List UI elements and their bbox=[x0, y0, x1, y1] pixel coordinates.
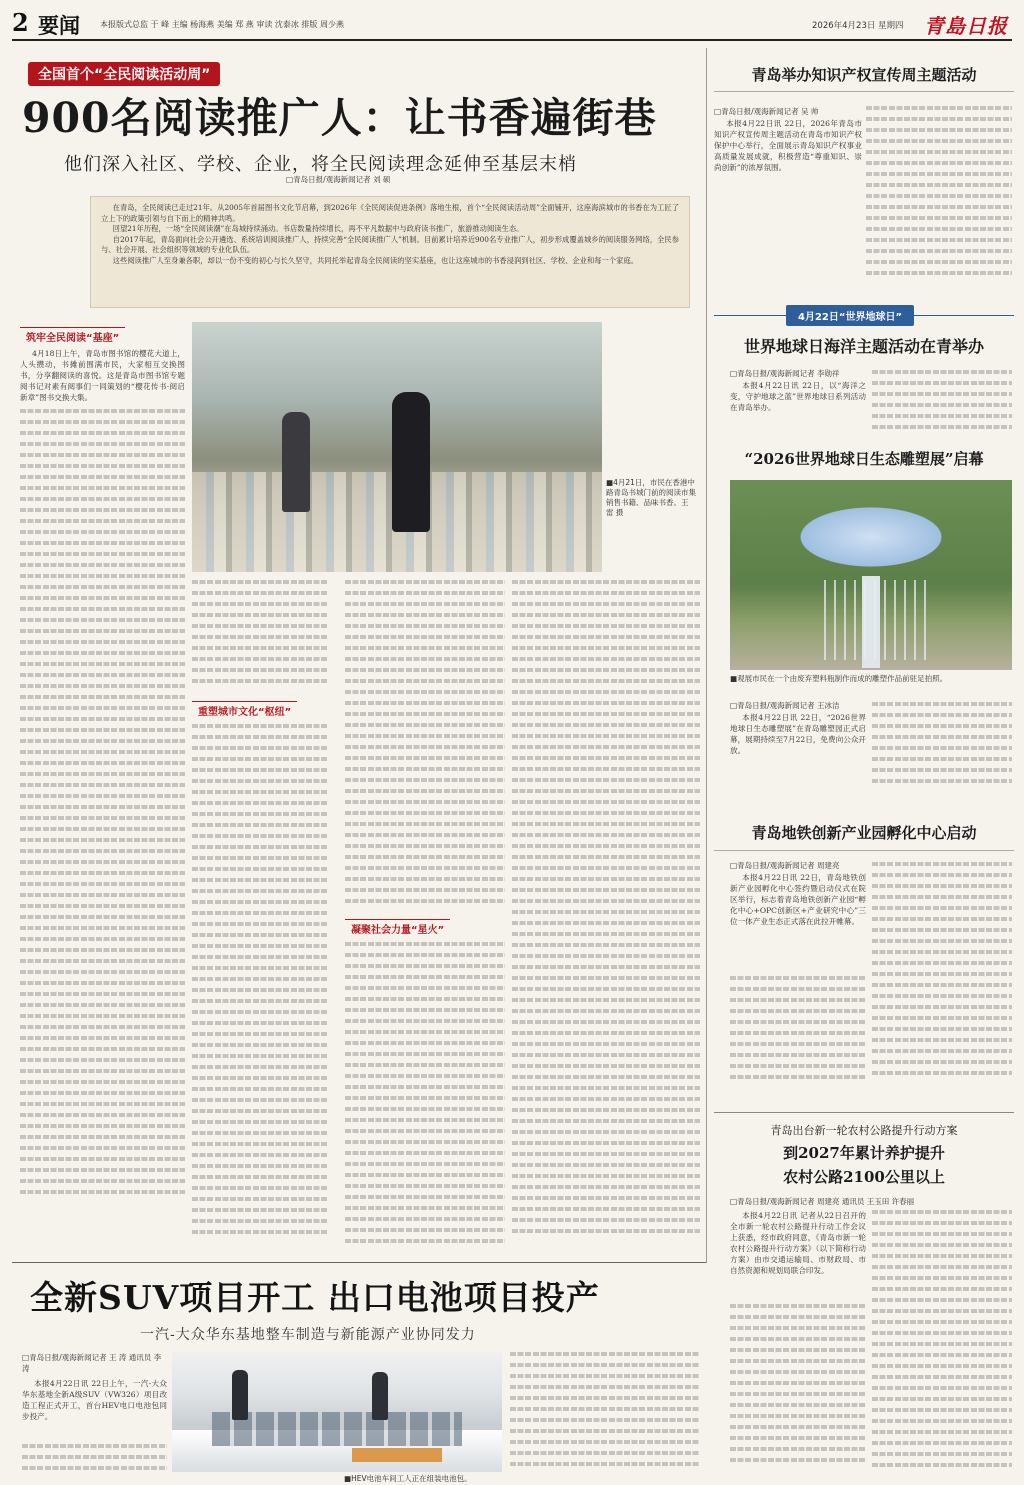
body-text-placeholder bbox=[872, 1210, 1012, 1474]
intro-paragraph: 这些阅读推广人至身兼各职，却以一份不变的初心与长久坚守，共同托举起青岛全民阅读的坚实基座，也让这座城市的书香浸润到社区、学校、企业和每一个家庭。 bbox=[112, 255, 639, 265]
feature-kicker: 全国首个“全民阅读活动周” bbox=[28, 62, 220, 86]
intro-paragraph: 自2017年起，青岛面向社会公开遴选、系统培训阅读推广人，持续完善“全民阅读推广人”机制。目前累计培养近900名专业推广人，初步形成覆盖城乡的阅读服务网络，全民参与、社会开展、社会组织等领域的专业化队伍。 bbox=[101, 234, 679, 255]
earth-day-tag-area bbox=[714, 305, 1014, 327]
subhead-label: 重塑城市文化“枢纽” bbox=[192, 701, 297, 716]
masthead bbox=[12, 10, 1012, 40]
intro-paragraph: 回望21年历程，一场“全民阅读潮”在岛城持续涌动。书店数量持续增长，再不平凡数据中与政府读书推广，旅游推动阅读生态。 bbox=[112, 224, 524, 234]
body-text-placeholder bbox=[866, 106, 1012, 296]
issue-date: 2026年4月23日 星期四 bbox=[812, 21, 904, 31]
suv-headline: 全新SUV项目开工 出口电池项目投产 bbox=[30, 1278, 600, 1317]
page-number: 2 bbox=[12, 10, 29, 37]
book-fair-caption: ■4月21日，市民在香港中路青岛书城门前的阅读市集销售书籍、品味书香。王 雷 摄 bbox=[606, 478, 696, 517]
ip-week-lead: 本报4月22日讯 22日，2026年青岛市知识产权宣传周主题活动在青岛市知识产权保护中心举行，全面展示青岛知识产权事业高质量发展成就，积极营造“尊重知识、崇尚创新”的浓厚氛围。 bbox=[714, 119, 862, 172]
divider bbox=[12, 1262, 706, 1263]
sculpture-caption: ■观展市民在一个由废弃塑料瓶制作而成的雕塑作品前驻足拍照。 bbox=[730, 674, 948, 683]
subhead-1 bbox=[20, 326, 190, 342]
top-rule bbox=[12, 39, 1012, 41]
feature-headline: 900名阅读推广人：让书香遍街巷 bbox=[22, 94, 657, 142]
body-text-placeholder bbox=[192, 724, 327, 1254]
feature-column-1 bbox=[20, 348, 185, 1250]
roads-kicker: 青岛出台新一轮农村公路提升行动方案 bbox=[770, 1124, 958, 1137]
editor-credits: 本报版式总监 于 峰 主编 杨海燕 美编 郑 燕 审读 沈泰冰 排版 周少燕 bbox=[100, 20, 344, 29]
body-text-placeholder bbox=[872, 862, 1012, 1096]
book-fair-photo bbox=[192, 322, 602, 572]
body-text-placeholder bbox=[730, 976, 866, 1096]
roads-byline: □青岛日报/观海新闻记者 周建亮 通讯员 王玉田 许春丽 bbox=[730, 1197, 915, 1206]
earth-day-lead-2: 本报4月22日讯 22日，“2026世界地球日生态雕塑展”在青岛雕塑园正式启幕，展期持续至7月22日，免费向公众开放。 bbox=[730, 713, 866, 755]
earth-day-headline-2: “2026世界地球日生态雕塑展”启幕 bbox=[744, 450, 984, 468]
feature-intro-box bbox=[90, 196, 690, 308]
metro-byline: □青岛日报/观海新闻记者 周建亮 bbox=[730, 861, 840, 870]
feature-byline: □青岛日报/观海新闻记者 刘 硕 bbox=[286, 175, 391, 184]
earth-day-headline-1: 世界地球日海洋主题活动在青举办 bbox=[743, 337, 984, 356]
roads-lead: 本报4月22日讯 记者从22日召开的全市新一轮农村公路提升行动工作会议上获悉，经市政府同意，《青岛市新一轮农村公路提升行动方案》（以下简称行动方案）由市交通运输局、市财政局、市自然资源和规划局联合印发。 bbox=[730, 1211, 866, 1275]
subhead-label: 凝聚社会力量“星火” bbox=[345, 919, 450, 934]
sculpture-photo bbox=[730, 480, 1012, 670]
intro-paragraph: 在青岛，全民阅读已走过21年。从2005年首届图书文化节启幕，到2026年《全民阅读促进条例》落地生根，首个“全民阅读活动周”全面铺开，这座海滨城市的书香在为工匠了立上下的政策引领与自下而上的精神共鸣。 bbox=[101, 203, 679, 223]
earth-day-lead-1: 本报4月22日讯 22日，以“海洋之变，守护地球之蓝”世界地球日系列活动在青岛举办。 bbox=[730, 381, 866, 412]
body-text-placeholder bbox=[20, 409, 185, 1194]
suv-subhead: 一汽-大众华东基地整车制造与新能源产业协同发力 bbox=[140, 1327, 476, 1343]
body-text-placeholder bbox=[512, 580, 700, 1254]
earth-day-byline-2: □青岛日报/观海新闻记者 王冰洁 bbox=[730, 701, 840, 710]
body-text-placeholder bbox=[192, 580, 327, 690]
battery-plant-caption: ■HEV电池车间工人正在组装电池包。 bbox=[344, 1474, 504, 1485]
divider bbox=[714, 91, 1014, 92]
metro-headline: 青岛地铁创新产业园孵化中心启动 bbox=[751, 824, 977, 842]
divider bbox=[714, 1112, 1014, 1113]
subhead-2 bbox=[192, 700, 327, 716]
body-text-placeholder bbox=[872, 370, 1012, 436]
body-text-placeholder bbox=[872, 702, 1012, 802]
earth-day-tag: 4月22日“世界地球日” bbox=[786, 305, 914, 326]
battery-plant-photo bbox=[172, 1352, 502, 1472]
subhead-label: 筑牢全民阅读“基座” bbox=[20, 327, 125, 342]
body-text-placeholder bbox=[730, 1304, 866, 1474]
section-name: 要闻 bbox=[38, 13, 80, 38]
ip-week-byline: □青岛日报/观海新闻记者 吴 帅 bbox=[714, 107, 819, 116]
divider bbox=[714, 850, 1014, 851]
body-text-placeholder bbox=[345, 580, 505, 920]
suv-lead: 本报4月22日讯 22日上午，一汽-大众华东基地全新A级SUV（VW326）项目改造工程正式开工，首台HEV电口电池包同步投产。 bbox=[22, 1379, 167, 1421]
roads-headline-line-2: 农村公路2100公里以上 bbox=[783, 1168, 945, 1186]
ip-week-headline: 青岛举办知识产权宣传周主题活动 bbox=[751, 66, 977, 84]
suv-byline: □青岛日报/观海新闻记者 王 涛 通讯员 李 涛 bbox=[22, 1353, 162, 1373]
metro-lead: 本报4月22日讯 22日，青岛地铁创新产业园孵化中心签约暨启动仪式在院区举行，标志着青岛地铁创新产业园“孵化中心+OPC创新区+产业研究中心”三位一体产业生态正式落在此拉开帷幕。 bbox=[730, 873, 866, 926]
roads-headline-line-1: 到2027年累计养护提升 bbox=[783, 1144, 945, 1162]
body-text-placeholder bbox=[22, 1444, 167, 1480]
paper-logo: 青島日报 bbox=[924, 14, 1008, 38]
column-divider bbox=[706, 48, 707, 1263]
feature-subhead: 他们深入社区、学校、企业，将全民阅读理念延伸至基层末梢 bbox=[64, 154, 577, 174]
feature-lead: 4月18日上午，青岛市图书馆的樱花大道上，人头攒动，书摊前围满市民，大家相互交换图书，分享翻阅读的喜悦。这是青岛市图书馆专题阅书记对素有阅事们一同策划的“樱花传书·阅启新章”图书交换大集。 bbox=[20, 349, 185, 402]
body-text-placeholder bbox=[510, 1352, 700, 1474]
earth-day-byline-1: □青岛日报/观海新闻记者 李勋祥 bbox=[730, 369, 840, 378]
body-text-placeholder bbox=[345, 942, 505, 1254]
subhead-3 bbox=[345, 918, 505, 934]
